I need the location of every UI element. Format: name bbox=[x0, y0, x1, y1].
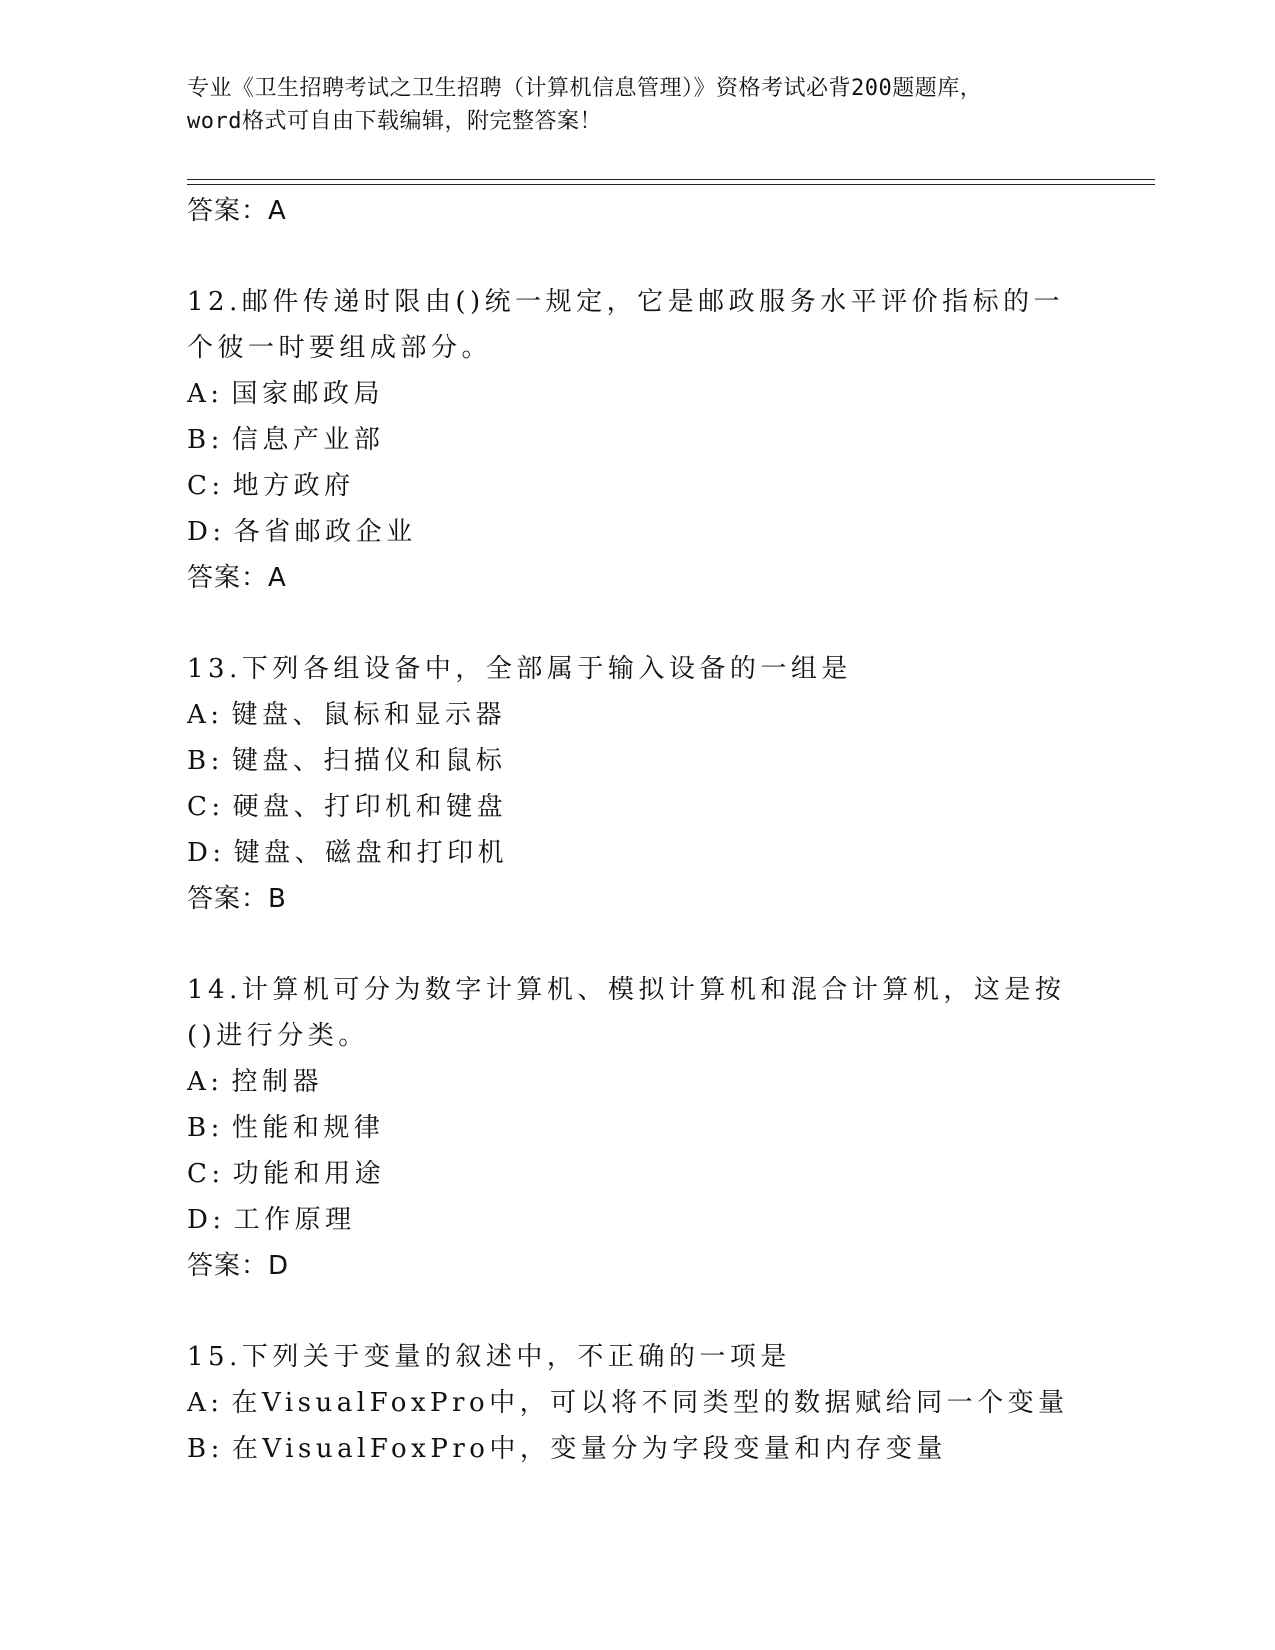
option-text: 国家邮政局 bbox=[231, 379, 385, 409]
option-d bbox=[187, 830, 1087, 876]
question-item bbox=[187, 967, 1087, 1289]
option-label: B: bbox=[187, 425, 224, 455]
option-a bbox=[187, 371, 1087, 417]
option-a bbox=[187, 1380, 1087, 1426]
option-text: 控制器 bbox=[231, 1067, 324, 1097]
option-text: 各省邮政企业 bbox=[233, 517, 417, 547]
answer-line: 答案：D bbox=[187, 1251, 290, 1281]
document-body bbox=[187, 188, 1087, 1472]
option-label: B: bbox=[187, 746, 224, 776]
question-text: 15.下列关于变量的叙述中，不正确的一项是 bbox=[187, 1342, 791, 1372]
option-a bbox=[187, 1059, 1087, 1105]
option-label: C: bbox=[187, 1159, 225, 1189]
document-header bbox=[187, 72, 1087, 138]
option-d bbox=[187, 509, 1087, 555]
question-text: 12.邮件传递时限由()统一规定，它是邮政服务水平评价指标的一个彼一时要组成部分。 bbox=[187, 287, 1065, 363]
header-divider-top bbox=[187, 179, 1155, 180]
option-label: A: bbox=[187, 1388, 224, 1418]
question-item bbox=[187, 646, 1087, 922]
question-item bbox=[187, 1334, 1087, 1472]
option-label: A: bbox=[187, 379, 224, 409]
option-text: 地方政府 bbox=[232, 471, 355, 501]
option-c bbox=[187, 784, 1087, 830]
option-a bbox=[187, 692, 1087, 738]
option-label: D: bbox=[187, 838, 226, 868]
option-text: 键盘、磁盘和打印机 bbox=[233, 838, 509, 868]
option-text: 在VisualFoxPro中，变量分为字段变量和内存变量 bbox=[231, 1434, 947, 1464]
answer-line: 答案：B bbox=[187, 884, 287, 914]
option-text: 信息产业部 bbox=[231, 425, 385, 455]
option-text: 工作原理 bbox=[233, 1205, 356, 1235]
question-text: 14.计算机可分为数字计算机、模拟计算机和混合计算机，这是按()进行分类。 bbox=[187, 975, 1066, 1051]
option-b bbox=[187, 1105, 1087, 1151]
option-label: C: bbox=[187, 792, 225, 822]
answer-line: 答案：A bbox=[187, 196, 287, 226]
option-text: 功能和用途 bbox=[232, 1159, 386, 1189]
option-label: D: bbox=[187, 1205, 226, 1235]
answer-line: 答案：A bbox=[187, 563, 287, 593]
option-d bbox=[187, 1197, 1087, 1243]
option-label: C: bbox=[187, 471, 225, 501]
option-b bbox=[187, 1426, 1087, 1472]
header-line-1: 专业《卫生招聘考试之卫生招聘（计算机信息管理）》资格考试必背200题题库， bbox=[187, 76, 983, 101]
option-b bbox=[187, 417, 1087, 463]
option-text: 在VisualFoxPro中，可以将不同类型的数据赋给同一个变量 bbox=[231, 1388, 1069, 1418]
option-label: D: bbox=[187, 517, 226, 547]
option-text: 键盘、鼠标和显示器 bbox=[231, 700, 507, 730]
question-text: 13.下列各组设备中，全部属于输入设备的一组是 bbox=[187, 654, 852, 684]
option-label: A: bbox=[187, 700, 224, 730]
option-text: 键盘、扫描仪和鼠标 bbox=[231, 746, 507, 776]
option-label: A: bbox=[187, 1067, 224, 1097]
option-text: 硬盘、打印机和键盘 bbox=[232, 792, 508, 822]
header-divider-bottom bbox=[187, 184, 1155, 185]
header-line-2: word格式可自由下载编辑，附完整答案！ bbox=[187, 109, 602, 134]
option-c bbox=[187, 1151, 1087, 1197]
option-c bbox=[187, 463, 1087, 509]
option-label: B: bbox=[187, 1113, 224, 1143]
option-b bbox=[187, 738, 1087, 784]
option-text: 性能和规律 bbox=[231, 1113, 385, 1143]
question-item bbox=[187, 279, 1087, 601]
option-label: B: bbox=[187, 1434, 224, 1464]
